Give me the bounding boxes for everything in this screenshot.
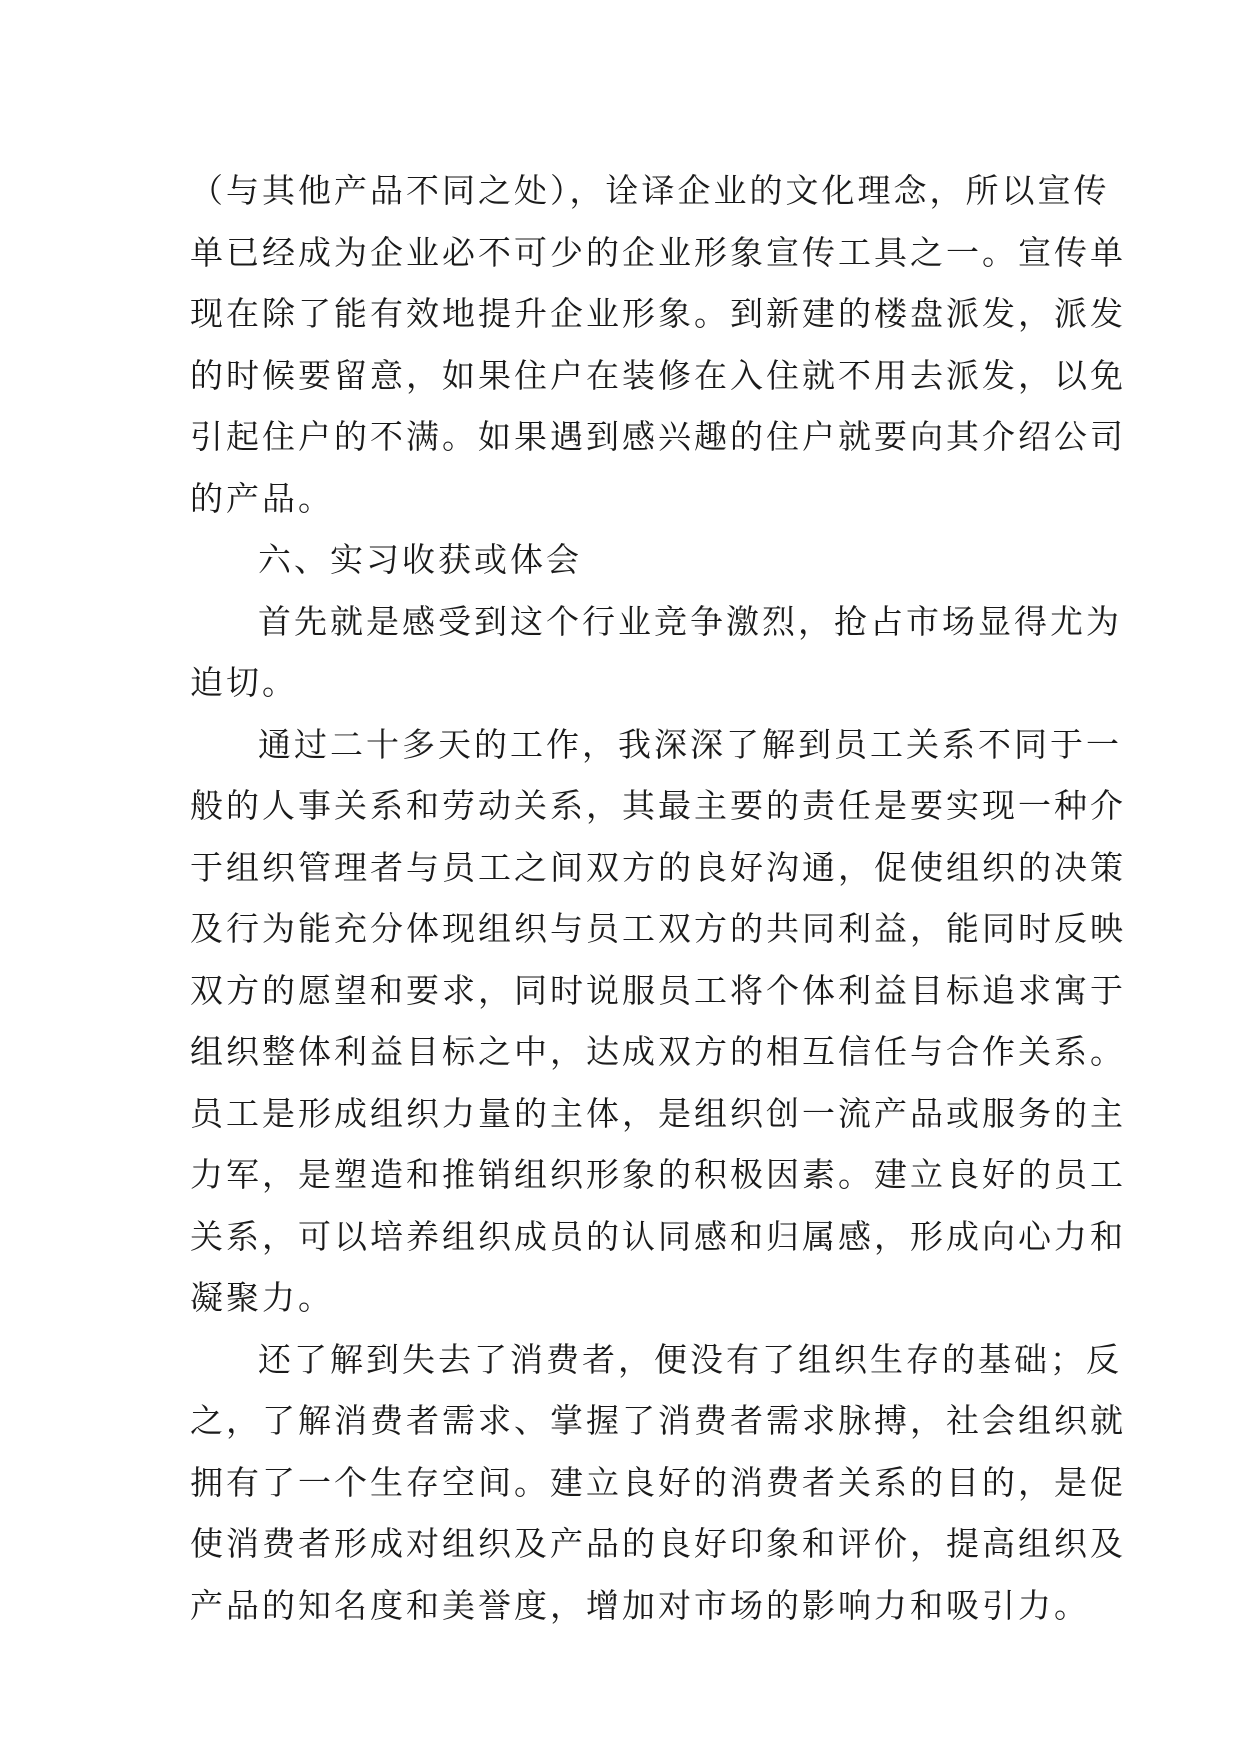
text-line: 的时候要留意，如果住户在装修在入住就不用去派发，以免 — [190, 355, 1126, 395]
text-line: 拥有了一个生存空间。建立良好的消费者关系的目的，是促 — [190, 1462, 1126, 1502]
text-line: 迫切。 — [190, 663, 298, 702]
text-line: 的产品。 — [190, 478, 334, 518]
text-line: 之，了解消费者需求、掌握了消费者需求脉搏，社会组织就 — [190, 1401, 1126, 1440]
text-line: 组织整体利益目标之中，达成双方的相互信任与合作关系。 — [190, 1032, 1126, 1071]
text-line: 及行为能充分体现组织与员工双方的共同利益，能同时反映 — [190, 909, 1126, 948]
text-line: 通过二十多天的工作，我深深了解到员工关系不同于一 — [258, 724, 1122, 764]
text-line: 产品的知名度和美誉度，增加对市场的影响力和吸引力。 — [190, 1585, 1090, 1625]
text-line: 于组织管理者与员工之间双方的良好沟通，促使组织的决策 — [190, 847, 1126, 887]
text-line: 力军，是塑造和推销组织形象的积极因素。建立良好的员工 — [190, 1155, 1126, 1194]
text-line: 首先就是感受到这个行业竞争激烈，抢占市场显得尤为 — [258, 601, 1122, 641]
text-line: 六、实习收获或体会 — [258, 540, 582, 579]
text-line: 引起住户的不满。如果遇到感兴趣的住户就要向其介绍公司 — [190, 417, 1126, 456]
text-line: 凝聚力。 — [190, 1278, 334, 1317]
text-line: 员工是形成组织力量的主体，是组织创一流产品或服务的主 — [190, 1093, 1126, 1133]
text-line: 双方的愿望和要求，同时说服员工将个体利益目标追求寓于 — [190, 970, 1126, 1010]
document-body — [190, 160, 1126, 1636]
text-line: 使消费者形成对组织及产品的良好印象和评价，提高组织及 — [190, 1524, 1126, 1563]
text-line: （与其他产品不同之处），诠译企业的文化理念，所以宣传 — [190, 171, 1110, 210]
text-line: 般的人事关系和劳动关系，其最主要的责任是要实现一种介 — [190, 786, 1126, 825]
text-line: 关系，可以培养组织成员的认同感和归属感，形成向心力和 — [190, 1216, 1126, 1256]
text-line: 现在除了能有效地提升企业形象。到新建的楼盘派发，派发 — [190, 294, 1126, 333]
text-line: 单已经成为企业必不可少的企业形象宣传工具之一。宣传单 — [190, 232, 1126, 272]
text-line: 还了解到失去了消费者，便没有了组织生存的基础；反 — [258, 1339, 1122, 1379]
